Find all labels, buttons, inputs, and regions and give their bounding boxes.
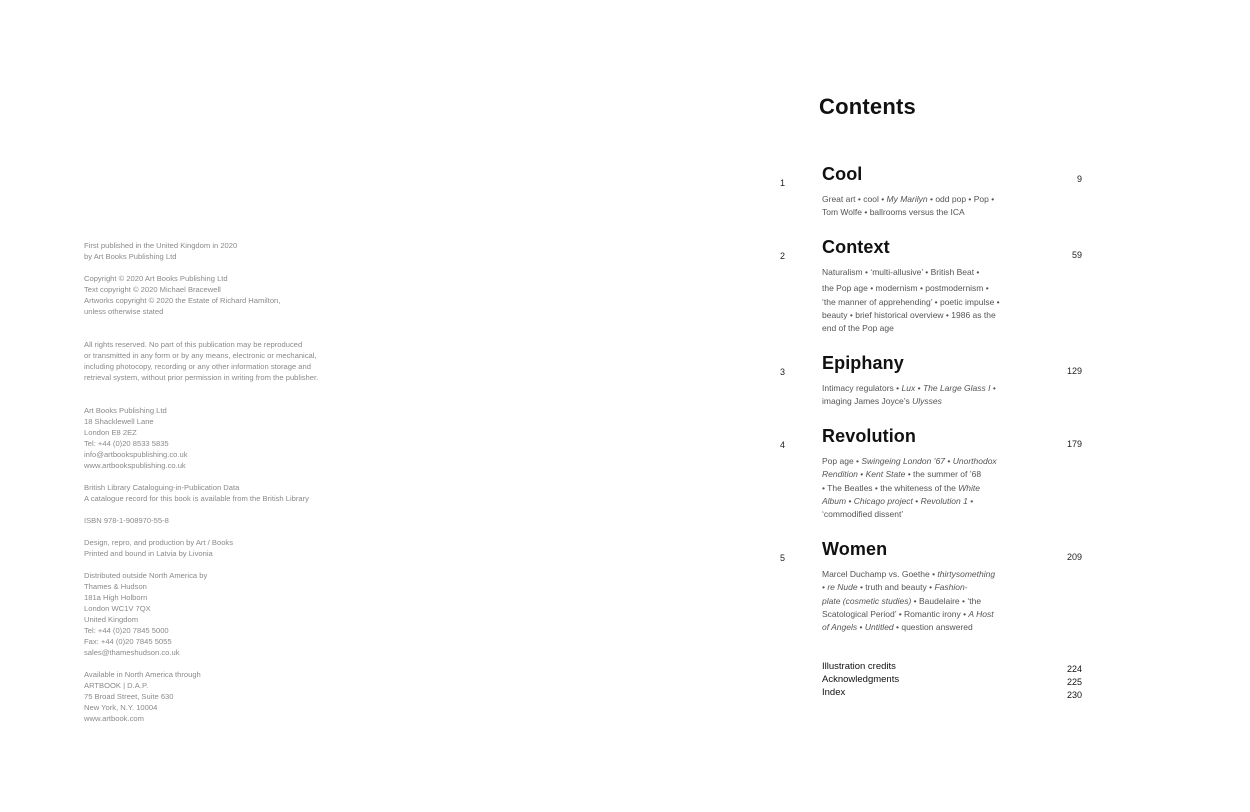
description-text: • xyxy=(915,383,923,393)
imprint-line: ARTBOOK | D.A.P. xyxy=(84,681,149,690)
imprint-block xyxy=(84,273,384,317)
backmatter-page-number: 225 xyxy=(1066,677,1082,687)
imprint-line: Distributed outside North America by xyxy=(84,571,208,580)
description-line xyxy=(822,468,1022,481)
description-text: Great art • cool • xyxy=(822,194,887,204)
chapter-title[interactable]: Epiphany xyxy=(822,353,904,373)
italic-title-text: Kent State xyxy=(865,469,906,480)
chapter-title[interactable]: Context xyxy=(822,237,890,257)
italic-title-text: White xyxy=(958,482,980,493)
imprint-line: Tel: +44 (0)20 8533 5835 xyxy=(84,439,169,448)
italic-title-text: Untitled xyxy=(864,622,894,633)
imprint-line: 18 Shacklewell Lane xyxy=(84,417,154,426)
backmatter-page-number: 224 xyxy=(1066,664,1082,674)
imprint-line: 181a High Holborn xyxy=(84,593,148,602)
description-text: • The Beatles • the whiteness of the xyxy=(822,482,959,493)
imprint-line: London E8 2EZ xyxy=(84,428,137,437)
chapter-page-number: 209 xyxy=(1066,552,1082,562)
italic-title-text: Album xyxy=(822,495,847,506)
description-text: • truth and beauty • xyxy=(857,582,935,593)
description-text: the Pop age • modernism • postmodernism • xyxy=(822,283,989,294)
chapter-title[interactable]: Women xyxy=(822,539,888,559)
imprint-block xyxy=(84,339,384,383)
imprint-line: Text copyright © 2020 Michael Bracewell xyxy=(84,285,221,294)
imprint-line: First published in the United Kingdom in 2020 xyxy=(84,241,238,250)
imprint-line: info@artbookspublishing.co.uk xyxy=(84,450,188,459)
description-text: ‘the manner of apprehending’ • poetic impulse • xyxy=(822,296,1000,307)
imprint-line: Fax: +44 (0)20 7845 5055 xyxy=(84,637,172,646)
backmatter-label[interactable]: Index xyxy=(822,687,846,698)
chapter-page-number: 129 xyxy=(1066,366,1082,376)
description-text: beauty • brief historical overview • 1986 as the xyxy=(822,309,996,320)
description-line xyxy=(822,581,1022,594)
imprint-block xyxy=(84,537,384,559)
chapter-number: 1 xyxy=(780,178,786,188)
imprint-line: Tel: +44 (0)20 7845 5000 xyxy=(84,626,169,635)
italic-title-text: My Marilyn xyxy=(886,194,928,204)
chapter-description xyxy=(822,568,1022,634)
imprint-line: All rights reserved. No part of this publication may be reproduced xyxy=(84,340,303,349)
italic-title-text: Revolution 1 xyxy=(920,495,968,506)
imprint-line: New York, N.Y. 10004 xyxy=(84,703,158,712)
backmatter-entry[interactable] xyxy=(822,674,1082,687)
description-line xyxy=(822,495,1022,508)
chapter-description xyxy=(822,455,1022,521)
italic-title-text: plate (cosmetic studies) xyxy=(822,595,912,606)
chapter-number: 2 xyxy=(780,251,786,261)
description-line xyxy=(822,608,1022,621)
imprint-line: by Art Books Publishing Ltd xyxy=(84,252,177,261)
imprint-line: Thames & Hudson xyxy=(84,582,147,591)
description-text: • Baudelaire • ‘the xyxy=(911,595,982,606)
chapter-number: 5 xyxy=(780,553,786,563)
contents-title: Contents xyxy=(819,94,916,119)
chapter-description xyxy=(822,382,1022,409)
chapter-description xyxy=(822,266,1022,335)
imprint-line: sales@thameshudson.co.uk xyxy=(84,648,180,657)
description-text: Marcel Duchamp vs. Goethe • xyxy=(822,569,938,579)
description-text: imaging James Joyce’s xyxy=(822,396,913,407)
imprint-line: Available in North America through xyxy=(84,670,201,679)
imprint-line: www.artbookspublishing.co.uk xyxy=(84,461,186,470)
imprint-line: including photocopy, recording or any other information storage and xyxy=(84,362,311,371)
imprint-line: 75 Broad Street, Suite 630 xyxy=(84,692,174,701)
description-line xyxy=(822,621,1022,634)
imprint-line: Artworks copyright © 2020 the Estate of Richard Hamilton, xyxy=(84,296,281,305)
imprint-line: A catalogue record for this book is available from the British Library xyxy=(84,494,309,503)
chapter-page-number: 59 xyxy=(1071,250,1082,260)
imprint-line: British Library Cataloguing-in-Publication Data xyxy=(84,483,240,492)
chapter-title[interactable]: Revolution xyxy=(822,426,916,446)
imprint-line: www.artbook.com xyxy=(84,714,144,723)
description-text: • xyxy=(912,495,921,506)
chapter-description xyxy=(822,193,1022,220)
backmatter-entry[interactable] xyxy=(822,687,1082,700)
description-text: • xyxy=(822,582,828,593)
imprint-block xyxy=(84,240,384,262)
description-line xyxy=(822,296,1022,309)
description-text: • xyxy=(846,495,854,506)
description-line xyxy=(822,322,1022,335)
description-line xyxy=(822,309,1022,322)
description-line xyxy=(822,206,1022,219)
description-text: • xyxy=(857,469,866,480)
italic-title-text: A Host xyxy=(968,608,994,619)
chapter-number: 4 xyxy=(780,440,786,450)
italic-title-text: Ulysses xyxy=(912,396,942,407)
description-text: Naturalism • ‘multi-allusive’ • British Beat • xyxy=(822,267,980,277)
imprint-line: ISBN 978-1-908970-55-8 xyxy=(84,516,169,525)
description-text: Intimacy regulators • xyxy=(822,383,902,393)
backmatter-list xyxy=(822,661,1082,700)
description-line xyxy=(822,395,1022,408)
chapter-number: 3 xyxy=(780,367,786,377)
imprint-line: London WC1V 7QX xyxy=(84,604,151,613)
description-line xyxy=(822,266,1022,279)
description-text: ‘commodified dissent’ xyxy=(822,509,904,520)
italic-title-text: Swingeing London ’67 xyxy=(861,456,946,466)
description-text: • xyxy=(990,383,996,393)
backmatter-label[interactable]: Illustration credits xyxy=(822,661,896,672)
description-text: end of the Pop age xyxy=(822,323,894,334)
backmatter-page-number: 230 xyxy=(1066,690,1082,700)
description-text: • xyxy=(967,495,974,506)
imprint-line: Art Books Publishing Ltd xyxy=(84,406,167,415)
imprint-block xyxy=(84,482,384,504)
imprint-line: Printed and bound in Latvia by Livonia xyxy=(84,549,213,558)
imprint-line: retrieval system, without prior permission in writing from the publisher. xyxy=(84,373,319,382)
description-line xyxy=(822,382,1022,395)
italic-title-text: The Large Glass I xyxy=(922,383,991,393)
description-text: Pop age • xyxy=(822,456,862,466)
backmatter-label[interactable]: Acknowledgments xyxy=(822,674,900,685)
italic-title-text: Chicago project xyxy=(853,495,913,506)
imprint-line: United Kingdom xyxy=(84,615,139,624)
italic-title-text: Fashion- xyxy=(934,582,968,593)
chapter-page-number: 9 xyxy=(1076,174,1082,184)
description-text: Scatological Period’ • Romantic irony • xyxy=(822,608,969,619)
description-line xyxy=(822,455,1022,468)
description-text: • the summer of ’68 xyxy=(905,469,982,480)
imprint-block xyxy=(84,570,384,658)
italic-title-text: Unorthodox xyxy=(952,456,997,466)
imprint-page xyxy=(84,240,384,735)
italic-title-text: Lux xyxy=(901,383,916,393)
imprint-block xyxy=(84,405,384,471)
imprint-line: Design, repro, and production by Art / Books xyxy=(84,538,234,547)
imprint-line: or transmitted in any form or by any means, electronic or mechanical, xyxy=(84,351,317,360)
description-text: • xyxy=(857,622,865,633)
imprint-line: Copyright © 2020 Art Books Publishing Ltd xyxy=(84,274,228,283)
italic-title-text: re Nude xyxy=(827,582,858,593)
description-line xyxy=(822,508,1022,521)
description-line xyxy=(822,595,1022,608)
italic-title-text: of Angels xyxy=(822,622,858,633)
imprint-line: unless otherwise stated xyxy=(84,307,164,316)
description-text: Tom Wolfe • ballrooms versus the ICA xyxy=(822,207,965,218)
chapter-title[interactable]: Cool xyxy=(822,164,863,184)
imprint-block xyxy=(84,515,384,526)
chapter-page-number: 179 xyxy=(1066,439,1082,449)
description-line xyxy=(822,568,1022,581)
italic-title-text: Rendition xyxy=(822,469,858,480)
backmatter-entry[interactable] xyxy=(822,661,1082,674)
description-line xyxy=(822,282,1022,295)
description-line xyxy=(822,482,1022,495)
description-text: • odd pop • Pop • xyxy=(927,194,995,204)
description-line xyxy=(822,193,1022,206)
description-text: • question answered xyxy=(893,622,973,633)
description-text: • xyxy=(945,456,953,466)
italic-title-text: thirtysomething xyxy=(937,569,996,579)
imprint-block xyxy=(84,669,384,724)
